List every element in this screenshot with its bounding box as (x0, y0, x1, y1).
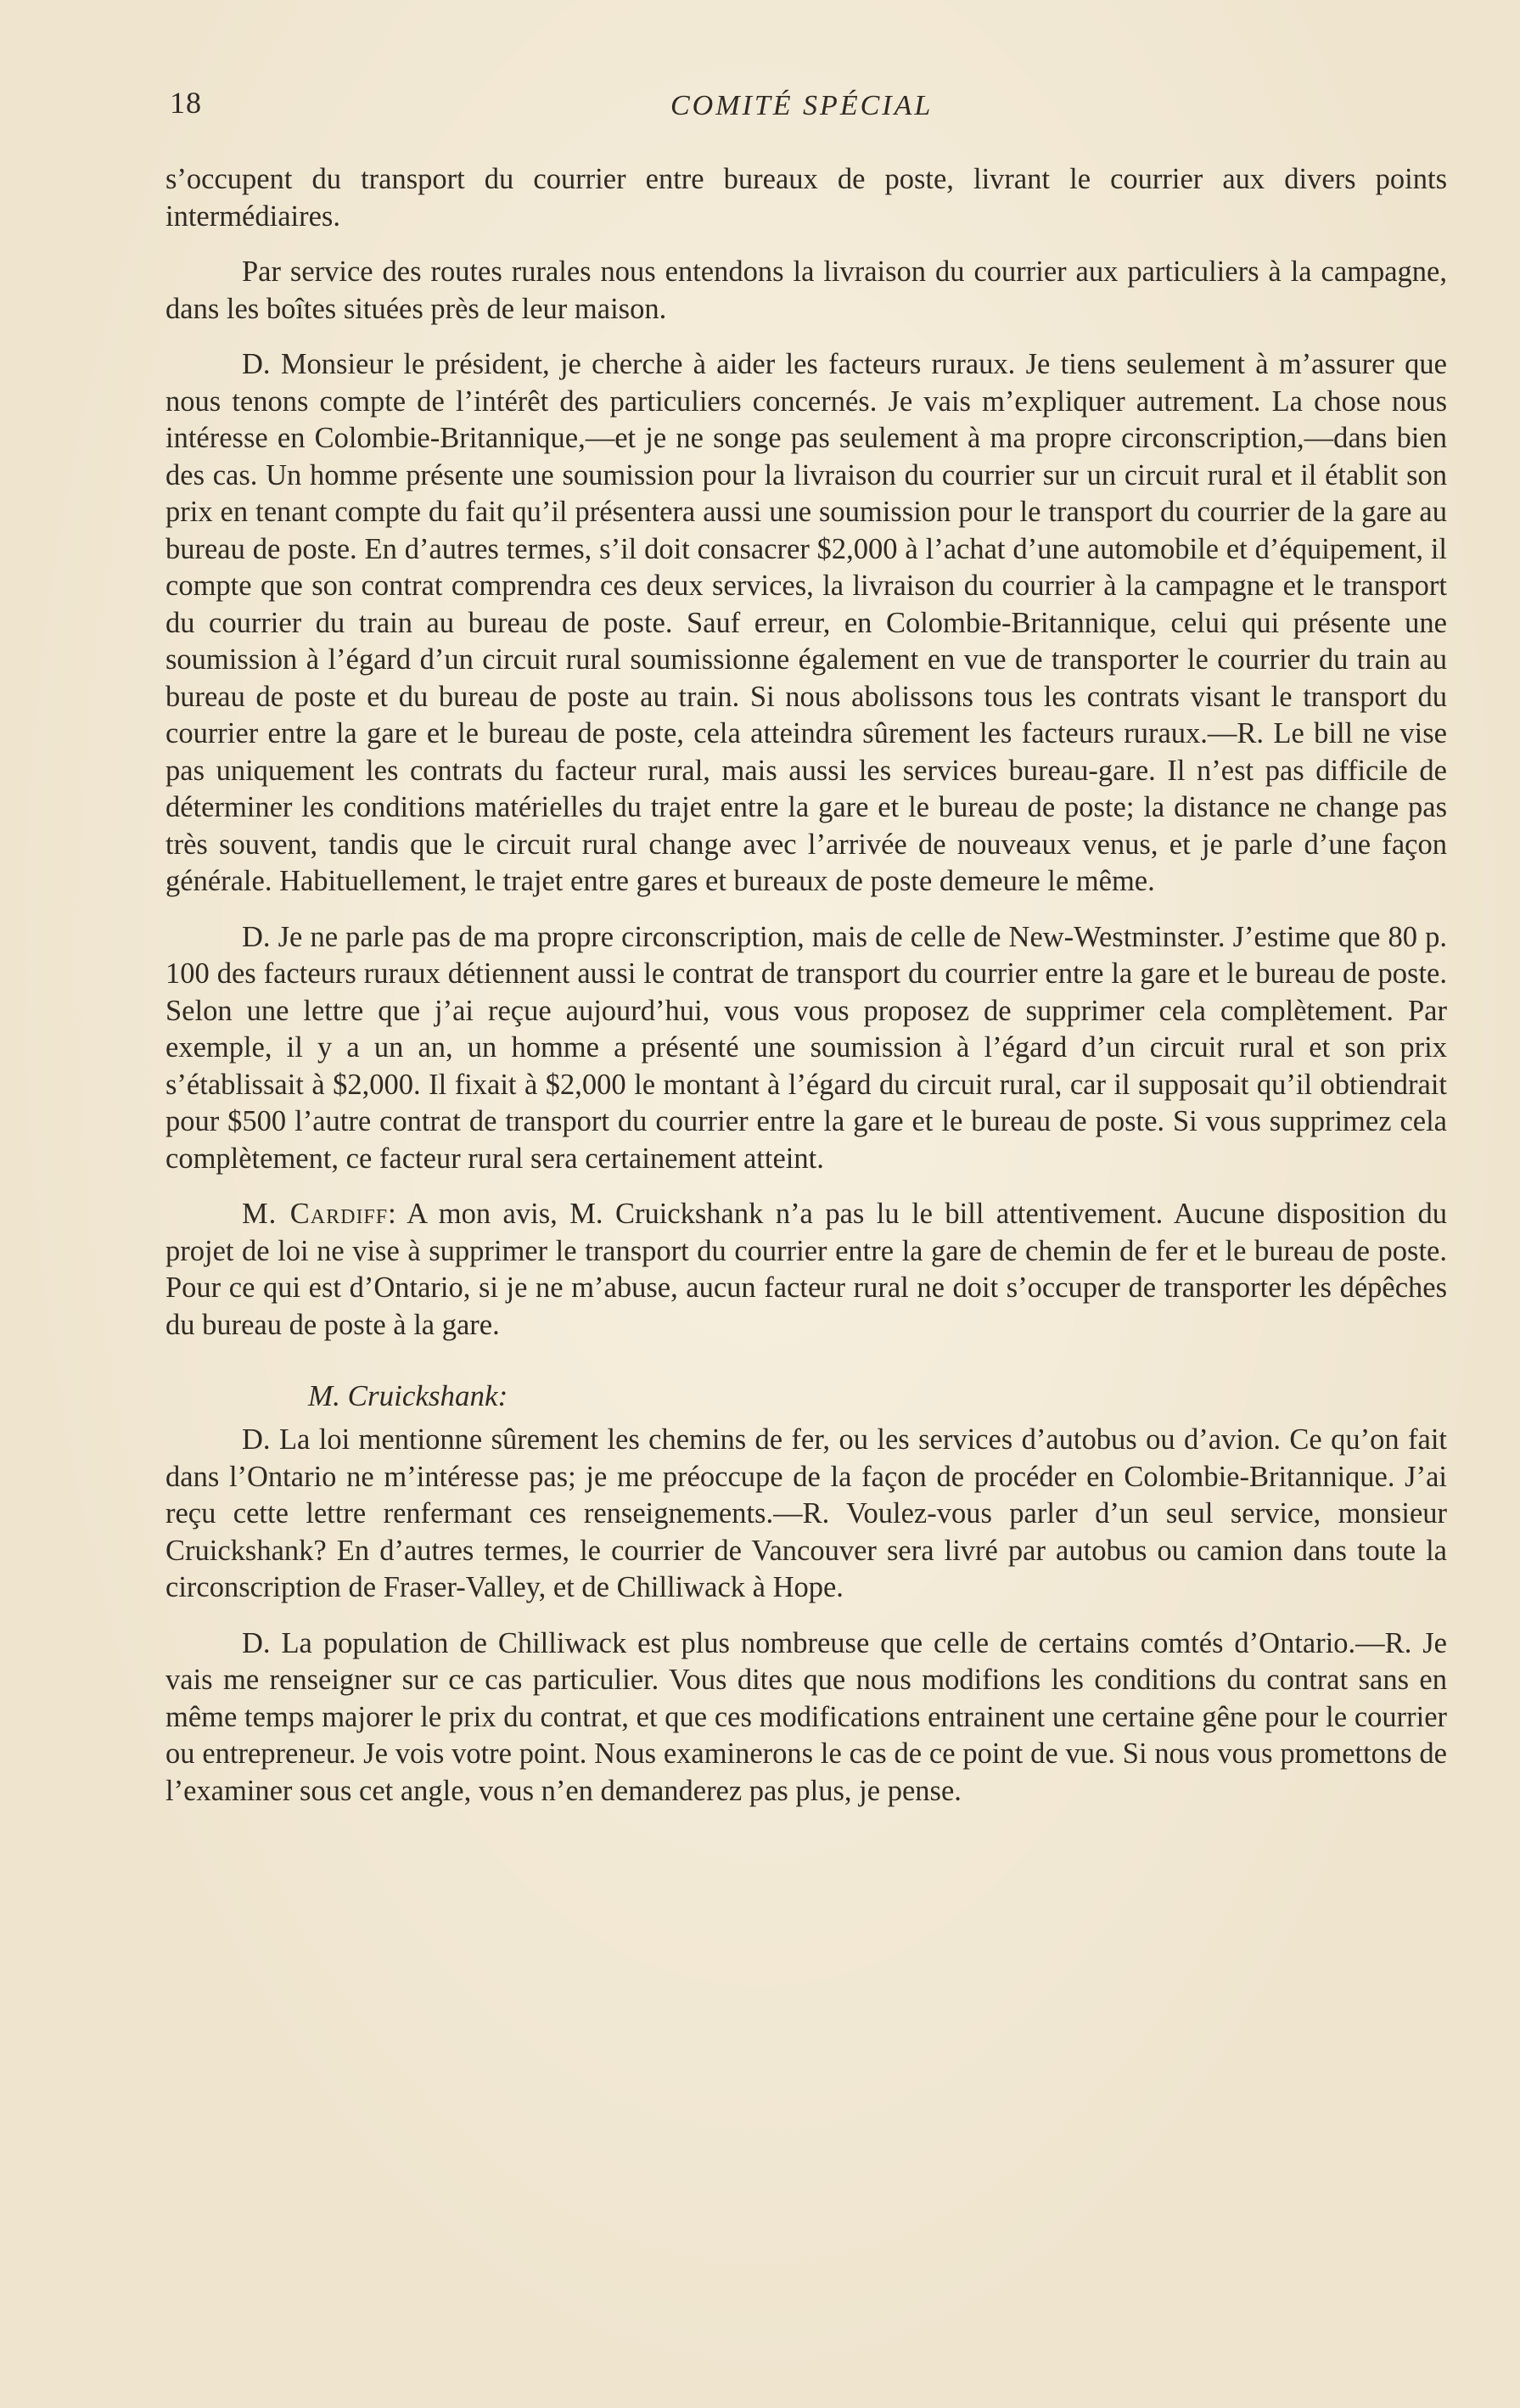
paragraph: D. La population de Chilliwack est plus nombreuse que celle de certains comtés d’Ontario.—R. Je vais me renseigner sur ce cas particulier. Vous dites que nous modifions les conditions du contrat sans en même temps majorer le prix du contrat, et que ces modifications entrainent une certaine gêne pour le courrier ou entrepreneur. Je vois votre point. Nous examinerons le cas de ce point de vue. Si nous vous promettons de l’examiner sous cet angle, vous n’en demanderez pas plus, je pense. (165, 1626, 1447, 1807)
page-number: 18 (170, 86, 202, 120)
page-header (170, 85, 1451, 136)
speaker-name: M. Cardiff (242, 1198, 389, 1230)
speaker-text: : A mon avis, M. Cruickshank n’a pas lu le bill attentivement. Aucune disposition du projet de loi ne vise à supprimer le transport du courrier entre la gare de chemin de fer et le bureau de poste. Pour ce qui est d’Ontario, si je ne m’abuse, aucun facteur rural ne doit s’occuper de transporter les dépêches du bureau de poste à la gare. (165, 1198, 1447, 1341)
paragraph-cardiff (165, 1196, 1447, 1344)
paragraph: D. Monsieur le président, je cherche à aider les facteurs ruraux. Je tiens seulement à m’assurer que nous tenons compte de l’intérêt des particuliers concernés. Je vais m’expliquer autrement. La chose nous intéresse en Colombie-Britannique,—et je ne songe pas seulement à ma propre circonscription,—dans bien des cas. Un homme présente une soumission pour la livraison du courrier sur un circuit rural et il établit son prix en tenant compte du fait qu’il présentera aussi une soumission pour le transport du courrier de la gare au bureau de poste. En d’autres termes, s’il doit consacrer $2,000 à l’achat d’une automobile et d’équipement, il compte que son contrat comprendra ces deux services, la livraison du courrier à la campagne et le transport du courrier du train au bureau de poste. Sauf erreur, en Colombie-Britannique, celui qui présente une soumission à l’égard d’un circuit rural soumissionne également en vue de transporter le courrier du train au bureau de poste et du bureau de poste au train. Si nous abolissons tous les contrats visant le transport du courrier entre la gare et le bureau de poste, cela atteindra sûrement les facteurs ruraux.—R. Le bill ne vise pas uniquement les contrats du facteur rural, mais aussi les services bureau-gare. Il n’est pas difficile de déterminer les conditions matérielles du trajet entre la gare et le bureau de poste; la distance ne change pas très souvent, tandis que le circuit rural change avec l’arrivée de nouveaux venus, et je parle d’une façon générale. Habituellement, le trajet entre gares et bureaux de poste demeure le même. (165, 348, 1447, 897)
paragraph-continued: s’occupent du transport du courrier entre bureaux de poste, livrant le courrier aux divers points intermédiaires. (165, 163, 1447, 233)
speaker-heading: M. Cruickshank: (308, 1379, 508, 1412)
body-text (165, 161, 1447, 1828)
paragraph: D. Je ne parle pas de ma propre circonscription, mais de celle de New-Westminster. J’estime que 80 p. 100 des facteurs ruraux détiennent aussi le contrat de transport du courrier entre la gare et le bureau de poste. Selon une lettre que j’ai reçue aujourd’hui, vous vous proposez de supprimer cela complètement. Par exemple, il y a un an, un homme a présenté une soumission à l’égard d’un circuit rural et son prix s’établissait à $2,000. Il fixait à $2,000 le montant à l’égard du circuit rural, car il supposait qu’il obtiendrait pour $500 l’autre contrat de transport du courrier entre la gare et le bureau de poste. Si vous supprimez cela complètement, ce facteur rural sera certainement atteint. (165, 920, 1447, 1175)
running-title: COMITÉ SPÉCIAL (670, 90, 934, 121)
paragraph: D. La loi mentionne sûrement les chemins de fer, ou les services d’autobus ou d’avion. Ce qu’on fait dans l’Ontario ne m’intéresse pas; je me préoccupe de la façon de procéder en Colombie-Britannique. J’ai reçu cette lettre renfermant ces renseignements.—R. Voulez-vous parler d’un seul service, monsieur Cruickshank? En d’autres termes, le courrier de Vancouver sera livré par autobus ou camion dans toute la circonscription de Fraser-Valley, et de Chilliwack à Hope. (165, 1423, 1447, 1603)
paragraph: Par service des routes rurales nous entendons la livraison du courrier aux particuliers à la campagne, dans les boîtes situées près de leur maison. (165, 255, 1447, 325)
